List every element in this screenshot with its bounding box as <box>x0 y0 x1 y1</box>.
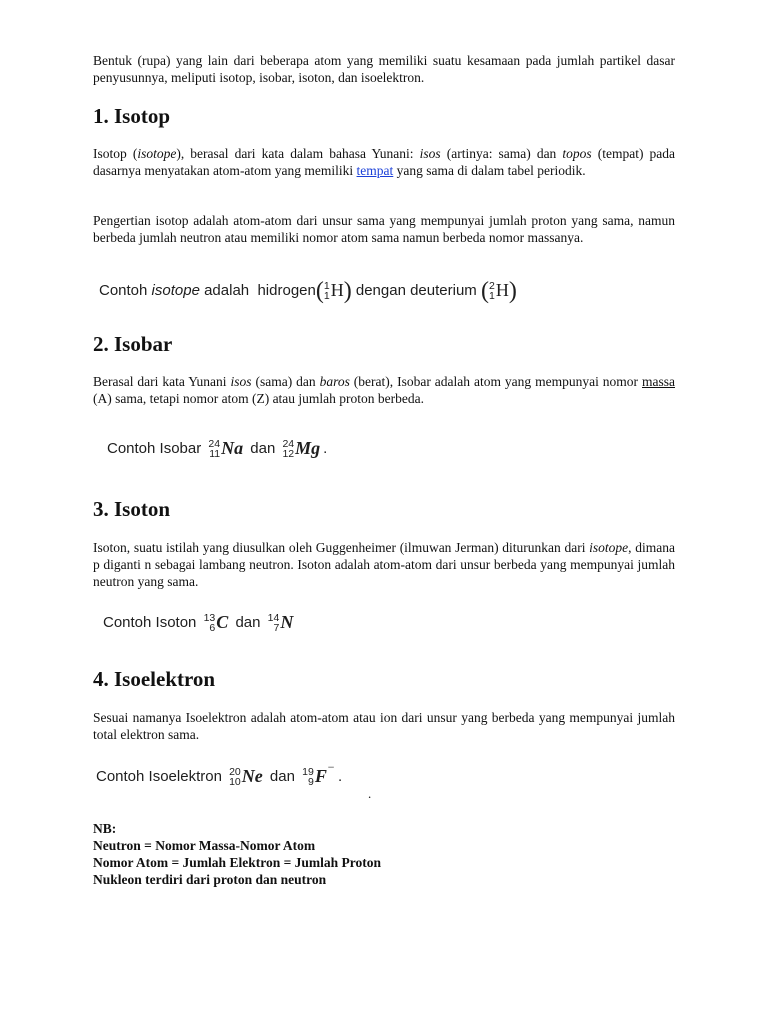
nuclide-nitrogen <box>268 612 294 633</box>
intro-paragraph: Bentuk (rupa) yang lain dari beberapa atom yang memiliki suatu kesamaan pada jumlah partikel dasar penyusunnya, meliputi isotop, isobar, isoton, dan isoelektron. <box>93 53 675 85</box>
nuclide-hydrogen <box>324 280 344 301</box>
text-span: , dimana p diganti n sebagai lambang neutron. Isoton adalah atom-atom dari unsur berbeda yang mempunyai jumlah neutron yang sama. <box>93 540 675 589</box>
example-text: . <box>337 768 343 785</box>
isotop-paragraph-2: Pengertian isotop adalah atom-atom dari unsur sama yang mempunyai jumlah proton yang sama, namun berbeda jumlah neutron atau memiliki nomor atom sama namun berbeda nomor massanya. <box>93 213 675 245</box>
element-symbol: H <box>495 280 509 300</box>
element-symbol: Mg <box>295 438 321 458</box>
isotop-example <box>99 277 517 304</box>
mass-number: 24 <box>208 437 221 450</box>
italic-term: topos <box>562 146 592 161</box>
example-text: . <box>323 440 328 457</box>
heading-isoelektron: 4. Isoelektron <box>93 667 216 691</box>
italic-term: isotope <box>137 146 177 161</box>
nuclide-numbers <box>302 767 314 787</box>
isoton-example <box>103 612 296 633</box>
atomic-number: 1 <box>488 289 495 302</box>
italic-term: isotope <box>589 540 629 555</box>
mass-number: 20 <box>229 765 241 778</box>
example-text: dengan deuterium <box>351 282 481 299</box>
nb-line: Neutron = Nomor Massa-Nomor Atom <box>93 838 316 853</box>
isoelektron-example <box>96 760 343 788</box>
nuclide-numbers <box>268 613 280 633</box>
italic-term: isos <box>419 146 441 161</box>
example-text: Contoh <box>99 282 152 299</box>
isotop-paragraph-1 <box>93 145 675 179</box>
heading-isotop: 1. Isotop <box>93 104 171 128</box>
element-symbol: H <box>330 280 344 300</box>
text-span: ), berasal dari kata dalam bahasa Yunani: <box>176 146 420 161</box>
example-text: dan <box>246 440 280 457</box>
example-italic: isotope <box>151 282 200 299</box>
close-paren: ) <box>508 277 517 304</box>
isoton-paragraph-1 <box>93 539 675 590</box>
nuclide-numbers <box>229 767 241 787</box>
close-paren: ) <box>343 277 352 304</box>
example-text: adalah hidrogen <box>199 282 316 299</box>
example-text: dan <box>231 614 265 631</box>
text-span: Isoton, suatu istilah yang diusulkan oleh Guggenheimer (ilmuwan Jerman) diturunkan dari <box>93 540 590 555</box>
isobar-example <box>107 438 327 459</box>
stray-dot: . <box>368 786 372 801</box>
link-tempat[interactable]: tempat <box>356 163 394 178</box>
atomic-number: 6 <box>209 621 216 634</box>
nuclide-neon <box>229 766 263 787</box>
text-span: (tempat) pada dasarnya menyatakan atom-atom yang memiliki <box>93 146 676 178</box>
isoelektron-paragraph-1: Sesuai namanya Isoelektron adalah atom-atom atau ion dari unsur yang berbeda yang mempunyai jumlah total elektron sama. <box>93 710 675 742</box>
nuclide-sodium <box>208 438 243 459</box>
nb-line: Nomor Atom = Jumlah Elektron = Jumlah Proton <box>93 855 382 870</box>
atomic-number: 11 <box>209 447 221 460</box>
nuclide-carbon <box>204 612 229 633</box>
text-span: (artinya: sama) dan <box>440 146 563 161</box>
mass-number: 24 <box>282 437 295 450</box>
italic-term: isos <box>230 374 252 389</box>
nuclide-deuterium <box>489 280 509 301</box>
element-symbol: Ne <box>241 766 263 786</box>
mass-number: 13 <box>203 611 216 624</box>
nuclide-numbers <box>208 439 220 459</box>
mass-number: 14 <box>267 611 280 624</box>
atomic-number: 1 <box>323 289 330 302</box>
underlined-term: massa <box>642 374 675 389</box>
example-text: Contoh Isoton <box>103 614 201 631</box>
example-text: Contoh Isoelektron <box>96 768 227 785</box>
nb-section <box>93 820 381 888</box>
text-span: yang sama di dalam tabel periodik. <box>393 163 586 178</box>
nuclide-numbers <box>324 281 330 301</box>
text-span: (A) sama, tetapi nomor atom (Z) atau jumlah proton berbeda. <box>93 391 425 406</box>
element-symbol: C <box>216 612 229 632</box>
nuclide-numbers <box>489 281 495 301</box>
heading-isoton: 3. Isoton <box>93 497 171 521</box>
italic-term: baros <box>319 374 350 389</box>
text-span: Isotop ( <box>93 146 138 161</box>
atomic-number: 9 <box>307 775 314 788</box>
isobar-paragraph-1 <box>93 373 675 407</box>
nb-line: Nukleon terdiri dari proton dan neutron <box>93 872 327 887</box>
atomic-number: 7 <box>273 621 280 634</box>
mass-number: 19 <box>302 765 314 778</box>
open-paren: ( <box>315 277 324 304</box>
mass-number: 1 <box>323 279 330 292</box>
nuclide-numbers <box>204 613 216 633</box>
nb-title: NB: <box>93 821 117 836</box>
mass-number: 2 <box>488 279 495 292</box>
text-span: (berat), Isobar adalah atom yang mempunyai nomor <box>349 374 642 389</box>
atomic-number: 12 <box>282 447 295 460</box>
nuclide-numbers <box>282 439 294 459</box>
example-text: Contoh Isobar <box>107 440 206 457</box>
open-paren: ( <box>480 277 489 304</box>
text-span: (sama) dan <box>251 374 320 389</box>
heading-isobar: 2. Isobar <box>93 332 173 356</box>
element-symbol: F <box>314 766 327 786</box>
example-text: dan <box>265 768 300 785</box>
nuclide-magnesium <box>282 438 320 459</box>
element-symbol: N <box>280 612 294 632</box>
ion-charge: − <box>326 760 335 774</box>
element-symbol: Na <box>221 438 244 458</box>
text-span: Berasal dari kata Yunani <box>93 374 231 389</box>
nuclide-fluoride <box>302 760 335 788</box>
atomic-number: 10 <box>229 775 241 788</box>
